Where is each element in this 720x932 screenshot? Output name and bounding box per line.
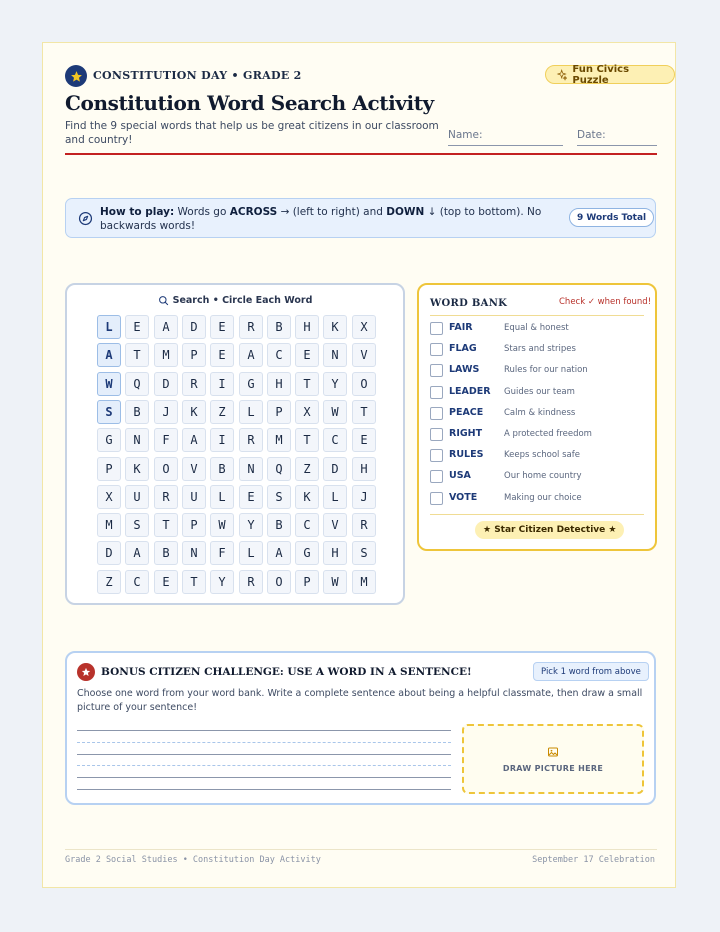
word-bank-divider-bottom xyxy=(430,514,644,515)
writing-line[interactable] xyxy=(77,777,451,778)
grid-letter-cell[interactable]: R xyxy=(154,485,178,509)
footer-divider xyxy=(65,849,657,850)
word-checkbox[interactable] xyxy=(430,470,443,483)
word-bank-word: LAWS xyxy=(449,364,480,376)
bonus-challenge-card xyxy=(65,651,656,805)
grid-letter-cell[interactable]: K xyxy=(295,485,319,509)
grid-letter-cell[interactable]: A xyxy=(154,315,178,339)
word-checkbox[interactable] xyxy=(430,322,443,335)
word-bank-title: WORD BANK xyxy=(430,298,508,309)
writing-guide-line xyxy=(77,765,451,766)
grid-letter-cell[interactable]: W xyxy=(210,513,234,537)
word-bank-item xyxy=(430,491,644,507)
grid-letter-cell[interactable]: P xyxy=(295,570,319,594)
grid-letter-cell[interactable]: G xyxy=(239,372,263,396)
word-bank-word: FLAG xyxy=(449,343,477,355)
word-bank-list xyxy=(419,285,655,515)
down-keyword: DOWN xyxy=(386,206,425,218)
grid-letter-cell[interactable]: D xyxy=(182,315,206,339)
fun-civics-label: Fun Civics Puzzle xyxy=(572,63,630,86)
header-divider xyxy=(65,153,657,155)
grid-letter-cell[interactable]: H xyxy=(323,541,347,565)
word-checkbox[interactable] xyxy=(430,386,443,399)
grid-letter-cell[interactable]: S xyxy=(267,485,291,509)
grid-letter-cell[interactable]: Z xyxy=(210,400,234,424)
word-bank-hint: A protected freedom xyxy=(504,429,592,439)
image-icon xyxy=(547,746,559,758)
fun-civics-badge xyxy=(545,65,675,84)
grid-letter-cell[interactable]: O xyxy=(267,570,291,594)
word-bank-item xyxy=(430,427,644,443)
grid-letter-cell[interactable]: O xyxy=(352,372,376,396)
word-checkbox[interactable] xyxy=(430,364,443,377)
how-to-text-part: Words go xyxy=(174,206,230,218)
grid-letter-cell[interactable]: M xyxy=(267,428,291,452)
word-count-badge: 9 Words Total xyxy=(569,208,654,227)
word-bank-hint: Making our choice xyxy=(504,492,582,503)
grid-letter-cell[interactable]: E xyxy=(154,570,178,594)
grid-letter-cell[interactable]: I xyxy=(210,428,234,452)
grid-letter-cell[interactable]: Q xyxy=(267,457,291,481)
word-bank-word: RULES xyxy=(449,449,484,461)
grid-letter-cell[interactable]: K xyxy=(323,315,347,339)
grid-letter-cell[interactable]: E xyxy=(239,485,263,509)
pick-word-badge: Pick 1 word from above xyxy=(533,662,649,681)
grid-letter-cell[interactable]: H xyxy=(352,457,376,481)
word-search-card xyxy=(65,283,405,605)
word-bank-item xyxy=(430,469,644,485)
grid-letter-cell[interactable]: L xyxy=(239,541,263,565)
draw-picture-box[interactable] xyxy=(462,724,644,794)
grid-letter-cell[interactable]: W xyxy=(323,400,347,424)
date-field[interactable] xyxy=(577,145,657,146)
grid-letter-cell[interactable]: V xyxy=(182,457,206,481)
grid-letter-cell[interactable]: A xyxy=(97,343,121,367)
star-citizen-badge: ★ Star Citizen Detective ★ xyxy=(475,521,624,539)
word-bank-word: RIGHT xyxy=(449,428,483,439)
grid-letter-cell[interactable]: Z xyxy=(295,457,319,481)
grid-letter-cell[interactable]: R xyxy=(352,513,376,537)
writing-line[interactable] xyxy=(77,789,451,790)
name-field[interactable] xyxy=(448,145,563,146)
word-bank-hint: Rules for our nation xyxy=(504,365,588,376)
grid-letter-cell[interactable]: W xyxy=(97,372,121,396)
grid-letter-cell[interactable]: P xyxy=(182,343,206,367)
writing-line[interactable] xyxy=(77,730,451,731)
grid-letter-cell[interactable]: X xyxy=(97,485,121,509)
across-keyword: ACROSS xyxy=(229,206,278,218)
grid-letter-cell[interactable]: E xyxy=(295,343,319,367)
grid-letter-cell[interactable]: E xyxy=(125,315,149,339)
word-bank-hint: Equal & honest xyxy=(504,323,569,333)
eyebrow-label: CONSTITUTION DAY • GRADE 2 xyxy=(93,69,302,82)
grid-letter-cell[interactable]: W xyxy=(323,570,347,594)
writing-guide-line xyxy=(77,742,451,743)
grid-letter-cell[interactable]: X xyxy=(352,315,376,339)
bonus-title: BONUS CITIZEN CHALLENGE: USE A WORD IN A SENTENCE! xyxy=(101,666,472,678)
word-bank-word: FAIR xyxy=(449,322,473,333)
grid-letter-cell[interactable]: J xyxy=(154,400,178,424)
how-to-play-lead: How to play: xyxy=(100,206,175,218)
word-bank-item xyxy=(430,385,644,401)
grid-letter-cell[interactable]: T xyxy=(295,372,319,396)
word-checkbox[interactable] xyxy=(430,449,443,462)
grid-letter-cell[interactable]: P xyxy=(97,457,121,481)
grid-letter-cell[interactable]: L xyxy=(210,485,234,509)
word-checkbox[interactable] xyxy=(430,428,443,441)
grid-letter-cell[interactable]: D xyxy=(154,372,178,396)
word-bank-item xyxy=(430,406,644,422)
grid-letter-cell[interactable]: R xyxy=(239,428,263,452)
compass-icon xyxy=(78,211,93,226)
grid-letter-cell[interactable]: Y xyxy=(239,513,263,537)
grid-letter-cell[interactable]: E xyxy=(352,428,376,452)
sparkle-icon xyxy=(556,69,567,81)
grid-letter-cell[interactable]: Q xyxy=(125,372,149,396)
date-label: Date: xyxy=(577,129,606,141)
word-bank-word: VOTE xyxy=(449,491,478,503)
grid-letter-cell[interactable]: U xyxy=(182,485,206,509)
grid-letter-cell[interactable]: D xyxy=(97,541,121,565)
grid-letter-cell[interactable]: S xyxy=(352,541,376,565)
grid-letter-cell[interactable]: A xyxy=(239,343,263,367)
grid-letter-cell[interactable]: M xyxy=(154,343,178,367)
word-bank-hint: Our home country xyxy=(504,471,582,482)
grid-letter-cell[interactable]: H xyxy=(267,372,291,396)
grid-letter-cell[interactable]: C xyxy=(323,428,347,452)
word-bank-item xyxy=(430,448,644,464)
grid-letter-cell[interactable]: Y xyxy=(210,570,234,594)
grid-letter-cell[interactable]: K xyxy=(125,457,149,481)
grid-letter-cell[interactable]: N xyxy=(323,343,347,367)
word-bank-hint: Stars and stripes xyxy=(504,344,576,355)
word-bank-check-note: Check ✓ when found! xyxy=(559,297,652,307)
grid-letter-cell[interactable]: F xyxy=(154,428,178,452)
grid-letter-cell[interactable]: C xyxy=(125,570,149,594)
grid-letter-cell[interactable]: B xyxy=(210,457,234,481)
grid-letter-cell[interactable]: T xyxy=(154,513,178,537)
grid-letter-cell[interactable]: B xyxy=(154,541,178,565)
grid-letter-cell[interactable]: L xyxy=(97,315,121,339)
footer-left: Grade 2 Social Studies • Constitution Day Activity xyxy=(65,855,321,865)
writing-line[interactable] xyxy=(77,754,451,755)
word-bank-item xyxy=(430,363,644,379)
star-icon xyxy=(65,65,87,87)
word-checkbox[interactable] xyxy=(430,492,443,505)
grid-letter-cell[interactable]: J xyxy=(352,485,376,509)
how-to-text-part: → (left to right) and xyxy=(277,206,387,218)
word-bank-item xyxy=(430,342,644,358)
grid-letter-cell[interactable]: N xyxy=(125,428,149,452)
grid-letter-cell[interactable]: M xyxy=(352,570,376,594)
letter-grid xyxy=(67,285,403,603)
grid-letter-cell[interactable]: K xyxy=(182,400,206,424)
word-bank-item xyxy=(430,321,644,337)
bonus-instructions: Choose one word from your word bank. Write a complete sentence about being a helpful classmate, then draw a small picture of your sentence! xyxy=(77,688,643,713)
how-to-play-text xyxy=(100,205,550,233)
grid-letter-cell[interactable]: U xyxy=(125,485,149,509)
name-label: Name: xyxy=(448,129,483,141)
grid-letter-cell[interactable]: R xyxy=(182,372,206,396)
how-to-text-part: ↓ (top to bottom). No backwards words! xyxy=(100,206,542,232)
worksheet-page xyxy=(42,42,676,888)
grid-letter-cell[interactable]: B xyxy=(267,315,291,339)
word-bank-hint: Calm & kindness xyxy=(504,407,576,418)
grid-letter-cell[interactable]: P xyxy=(267,400,291,424)
grid-letter-cell[interactable]: A xyxy=(125,541,149,565)
grid-letter-cell[interactable]: M xyxy=(97,513,121,537)
grid-letter-cell[interactable]: H xyxy=(295,315,319,339)
grid-letter-cell[interactable]: R xyxy=(239,570,263,594)
grid-letter-cell[interactable]: V xyxy=(352,343,376,367)
grid-letter-cell[interactable]: N xyxy=(239,457,263,481)
grid-letter-cell[interactable]: T xyxy=(182,570,206,594)
word-bank-word: LEADER xyxy=(449,385,491,397)
puzzle-heading-label: Search • Circle Each Word xyxy=(172,295,313,306)
grid-letter-cell[interactable]: Y xyxy=(323,372,347,396)
grid-letter-cell[interactable]: G xyxy=(295,541,319,565)
grid-letter-cell[interactable]: P xyxy=(182,513,206,537)
grid-letter-cell[interactable]: R xyxy=(239,315,263,339)
word-bank-card xyxy=(417,283,657,551)
how-to-play-box xyxy=(65,198,656,238)
footer-right: September 17 Celebration xyxy=(532,855,655,865)
grid-letter-cell[interactable]: F xyxy=(210,541,234,565)
grid-letter-cell[interactable]: E xyxy=(210,315,234,339)
grid-letter-cell[interactable]: C xyxy=(267,343,291,367)
grid-letter-cell[interactable]: T xyxy=(352,400,376,424)
grid-letter-cell[interactable]: T xyxy=(125,343,149,367)
grid-letter-cell[interactable]: S xyxy=(125,513,149,537)
word-bank-hint: Guides our team xyxy=(504,386,575,397)
grid-letter-cell[interactable]: S xyxy=(97,400,121,424)
word-bank-hint: Keeps school safe xyxy=(504,450,580,461)
grid-letter-cell[interactable]: O xyxy=(154,457,178,481)
grid-letter-cell[interactable]: L xyxy=(239,400,263,424)
grid-letter-cell[interactable]: X xyxy=(295,400,319,424)
grid-letter-cell[interactable]: B xyxy=(125,400,149,424)
grid-letter-cell[interactable]: T xyxy=(295,428,319,452)
grid-letter-cell[interactable]: D xyxy=(323,457,347,481)
draw-picture-label: DRAW PICTURE HERE xyxy=(502,763,604,773)
word-checkbox[interactable] xyxy=(430,343,443,356)
star-icon xyxy=(77,663,95,681)
grid-letter-cell[interactable]: Z xyxy=(97,570,121,594)
page-title: Constitution Word Search Activity xyxy=(65,91,434,115)
grid-letter-cell[interactable]: L xyxy=(323,485,347,509)
grid-letter-cell[interactable]: B xyxy=(267,513,291,537)
grid-letter-cell[interactable]: G xyxy=(97,428,121,452)
grid-letter-cell[interactable]: V xyxy=(323,513,347,537)
grid-letter-cell[interactable]: C xyxy=(295,513,319,537)
grid-letter-cell[interactable]: A xyxy=(182,428,206,452)
word-bank-word: PEACE xyxy=(449,406,484,418)
grid-letter-cell[interactable]: N xyxy=(182,541,206,565)
grid-letter-cell[interactable]: I xyxy=(210,372,234,396)
grid-letter-cell[interactable]: A xyxy=(267,541,291,565)
word-checkbox[interactable] xyxy=(430,407,443,420)
page-subtitle: Find the 9 special words that help us be great citizens in our classroom and country! xyxy=(65,120,439,146)
grid-letter-cell[interactable]: E xyxy=(210,343,234,367)
word-bank-word: USA xyxy=(449,470,471,482)
